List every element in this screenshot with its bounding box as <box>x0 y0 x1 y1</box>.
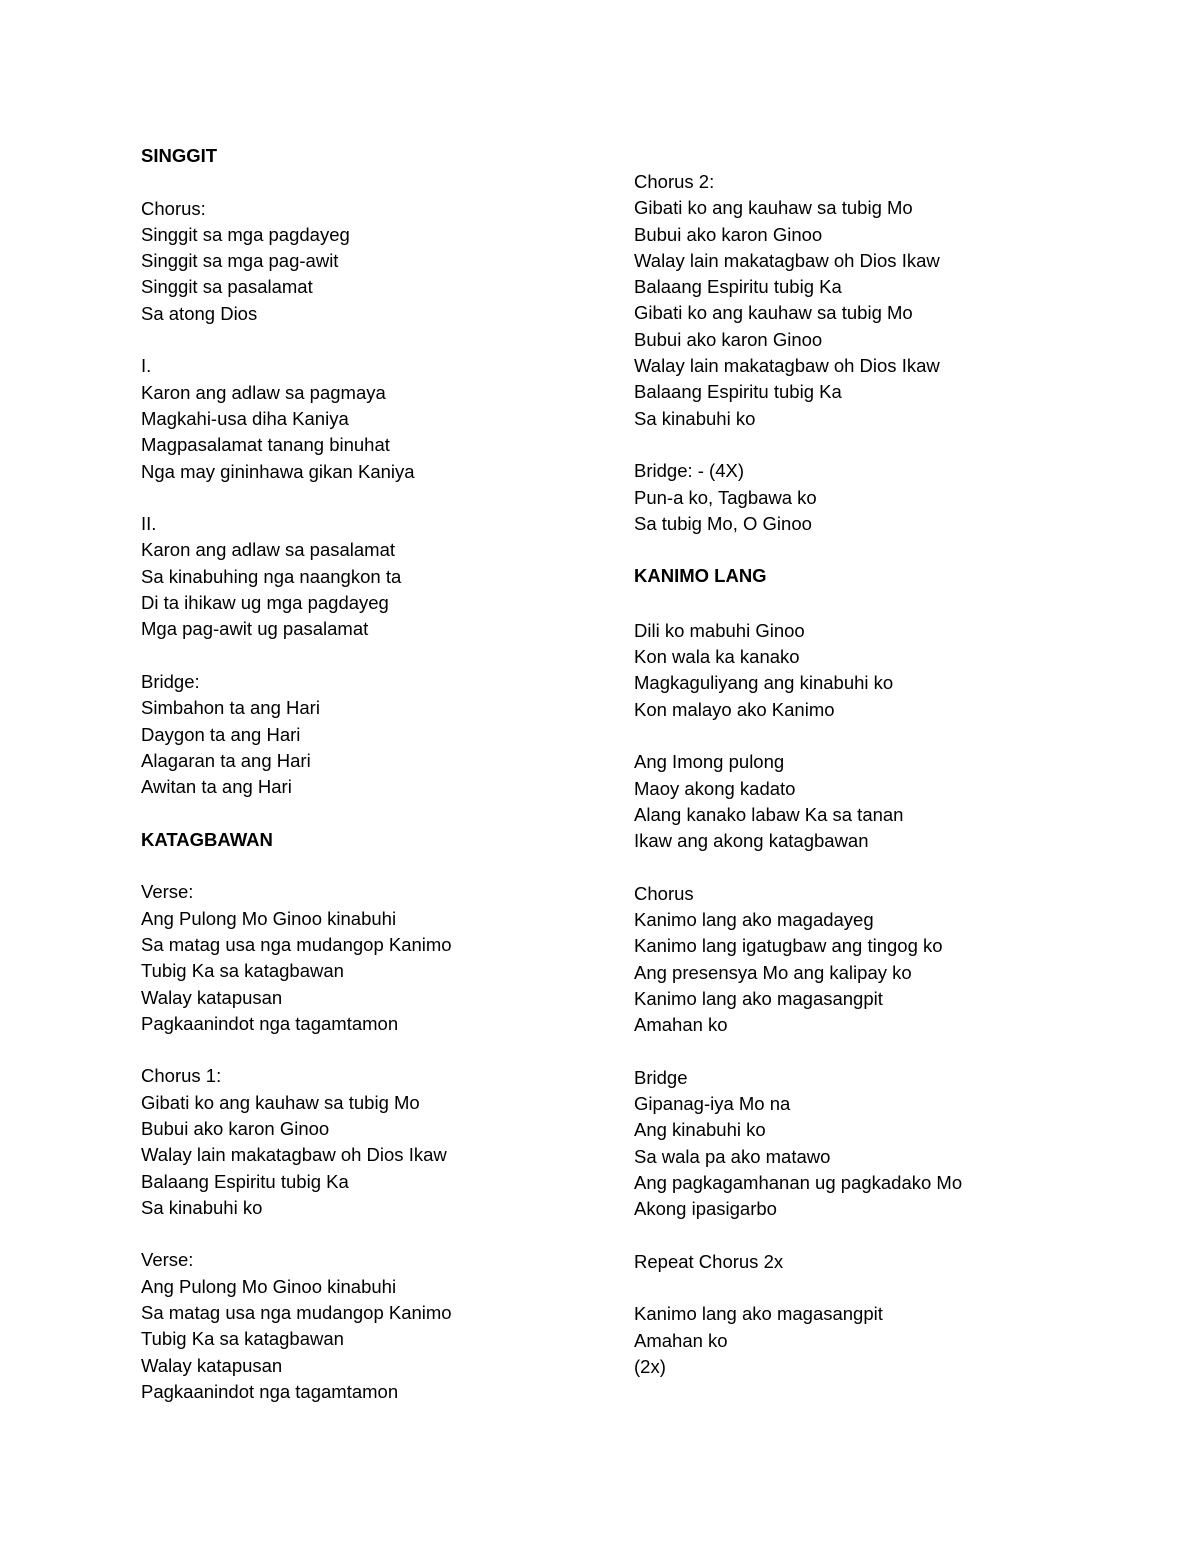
lyric-line: Ang kinabuhi ko <box>634 1119 766 1141</box>
lyric-line: Di ta ihikaw ug mga pagdayeg <box>141 592 389 614</box>
lyric-line: Ang presensya Mo ang kalipay ko <box>634 961 912 983</box>
lyric-line: Balaang Espiritu tubig Ka <box>141 1170 349 1192</box>
lyric-line: Bubui ako karon Ginoo <box>634 223 823 245</box>
lyric-line: Singgit sa mga pagdayeg <box>141 223 350 245</box>
lyric-line: Kanimo lang ako magasangpit <box>634 1303 883 1325</box>
verse-label: Verse: <box>141 881 194 903</box>
lyric-line: Tubig Ka sa katagbawan <box>141 960 344 982</box>
lyric-line: Pagkaanindot nga tagamtamon <box>141 1380 399 1402</box>
lyric-line: Awitan ta ang Hari <box>141 776 292 798</box>
bridge-label: Bridge: - (4X) <box>634 460 745 482</box>
lyric-line: Ang Pulong Mo Ginoo kinabuhi <box>141 907 397 929</box>
lyric-line: Ang pagkagamhanan ug pagkadako Mo <box>634 1171 963 1193</box>
chorus-label: Chorus 1: <box>141 1065 222 1087</box>
lyric-line: Walay lain makatagbaw oh Dios Ikaw <box>634 355 940 377</box>
verse-label: II. <box>141 513 157 535</box>
repeat-instruction: Repeat Chorus 2x <box>634 1250 784 1272</box>
lyric-line: Walay lain makatagbaw oh Dios Ikaw <box>634 249 940 271</box>
lyric-line: Pagkaanindot nga tagamtamon <box>141 1012 399 1034</box>
lyric-line: Gipanag-iya Mo na <box>634 1093 791 1115</box>
lyric-line: Sa kinabuhi ko <box>634 407 756 429</box>
lyric-line: Sa tubig Mo, O Ginoo <box>634 512 812 534</box>
right-column <box>634 169 1104 1380</box>
lyric-line: Mga pag-awit ug pasalamat <box>141 618 369 640</box>
lyric-line: Kanimo lang ako magadayeg <box>634 909 874 931</box>
lyric-line: Simbahon ta ang Hari <box>141 697 320 719</box>
lyric-line: Amahan ko <box>634 1329 728 1351</box>
lyric-line: Karon ang adlaw sa pagmaya <box>141 381 386 403</box>
lyric-line: Balaang Espiritu tubig Ka <box>634 276 842 298</box>
lyric-line: Alang kanako labaw Ka sa tanan <box>634 803 904 825</box>
left-column <box>141 143 611 1405</box>
lyric-line: Magpasalamat tanang binuhat <box>141 434 390 456</box>
lyric-line: Ang Imong pulong <box>634 751 785 773</box>
lyric-line: Bubui ako karon Ginoo <box>141 1117 330 1139</box>
chorus-label: Chorus <box>634 882 694 904</box>
lyric-line: Nga may gininhawa gikan Kaniya <box>141 460 415 482</box>
lyric-line: Ang Pulong Mo Ginoo kinabuhi <box>141 1275 397 1297</box>
lyric-line: Singgit sa mga pag-awit <box>141 250 339 272</box>
chorus-label: Chorus: <box>141 197 206 219</box>
song-title-singgit: SINGGIT <box>141 145 218 166</box>
lyric-line: Alagaran ta ang Hari <box>141 749 311 771</box>
lyric-line: Walay katapusan <box>141 1354 283 1376</box>
lyric-line: Sa atong Dios <box>141 302 258 324</box>
lyric-line: Sa kinabuhi ko <box>141 1196 263 1218</box>
lyric-line: Balaang Espiritu tubig Ka <box>634 381 842 403</box>
lyric-line: Ikaw ang akong katagbawan <box>634 830 869 852</box>
lyric-line: Karon ang adlaw sa pasalamat <box>141 539 396 561</box>
lyric-line: Magkahi-usa diha Kaniya <box>141 407 349 429</box>
lyric-line: Akong ipasigarbo <box>634 1198 777 1220</box>
verse-label: Verse: <box>141 1249 194 1271</box>
lyric-line: Maoy akong kadato <box>634 777 796 799</box>
lyric-line: Kon wala ka kanako <box>634 646 800 668</box>
repeat-count: (2x) <box>634 1356 666 1378</box>
lyric-line: Walay lain makatagbaw oh Dios Ikaw <box>141 1144 447 1166</box>
lyric-line: Daygon ta ang Hari <box>141 723 301 745</box>
lyric-line: Sa matag usa nga mudangop Kanimo <box>141 933 452 955</box>
lyric-line: Sa wala pa ako matawo <box>634 1145 831 1167</box>
song-title-kanimo-lang: KANIMO LANG <box>634 565 767 587</box>
lyric-line: Pun-a ko, Tagbawa ko <box>634 486 817 508</box>
chorus-label: Chorus 2: <box>634 171 715 192</box>
lyric-line: Magkaguliyang ang kinabuhi ko <box>634 672 894 694</box>
bridge-label: Bridge: <box>141 670 200 692</box>
lyric-line: Sa kinabuhing nga naangkon ta <box>141 565 402 587</box>
lyric-line: Amahan ko <box>634 1014 728 1036</box>
verse-label: I. <box>141 355 152 377</box>
lyric-line: Bubui ako karon Ginoo <box>634 328 823 350</box>
lyric-line: Singgit sa pasalamat <box>141 276 313 298</box>
lyric-line: Walay katapusan <box>141 986 283 1008</box>
lyric-line: Gibati ko ang kauhaw sa tubig Mo <box>141 1091 420 1113</box>
lyric-line: Kanimo lang ako magasangpit <box>634 987 883 1009</box>
lyric-line: Dili ko mabuhi Ginoo <box>634 619 805 641</box>
lyric-line: Gibati ko ang kauhaw sa tubig Mo <box>634 302 913 324</box>
lyric-line: Gibati ko ang kauhaw sa tubig Mo <box>634 197 913 219</box>
lyric-line: Kanimo lang igatugbaw ang tingog ko <box>634 935 943 957</box>
song-title-katagbawan: KATAGBAWAN <box>141 828 273 850</box>
lyric-line: Sa matag usa nga mudangop Kanimo <box>141 1302 452 1324</box>
lyric-line: Kon malayo ako Kanimo <box>634 698 835 720</box>
bridge-label: Bridge <box>634 1066 688 1088</box>
lyric-line: Tubig Ka sa katagbawan <box>141 1328 344 1350</box>
